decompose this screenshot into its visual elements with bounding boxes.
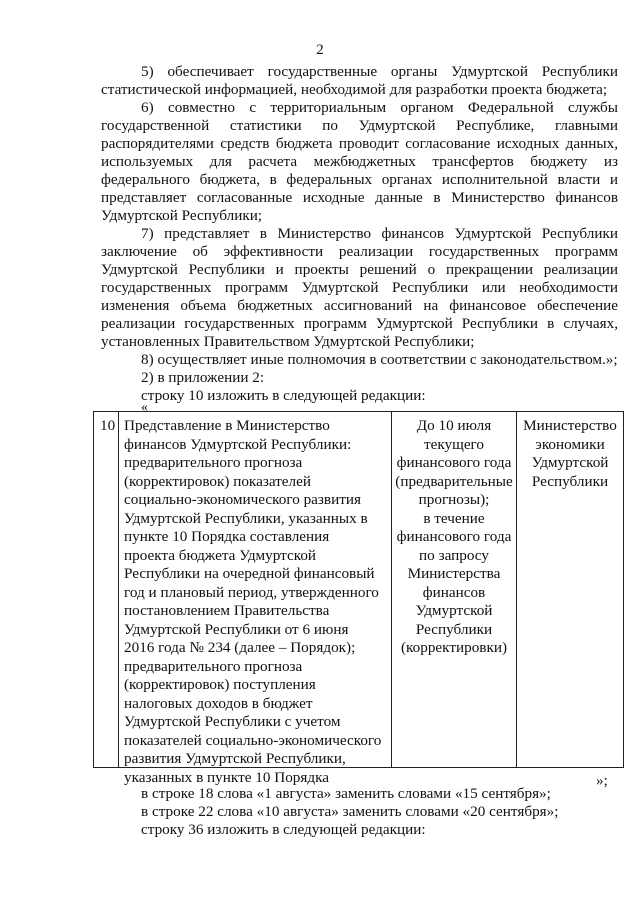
deadline-line: Республики bbox=[415, 620, 493, 638]
deadline-line: текущего bbox=[423, 435, 484, 453]
description-line: пункте 10 Порядка составления bbox=[124, 528, 330, 545]
paragraph-5-line-1: 5) обеспечивает государственные органы Удмуртской Республики bbox=[141, 63, 618, 80]
description-line: указанных в пункте 10 Порядка bbox=[124, 768, 329, 786]
paragraph-7-line-5: изменения объема бюджетных ассигнований на финансовое обеспечение bbox=[101, 297, 618, 314]
description-line: предварительного прогноза bbox=[124, 657, 303, 675]
deadline-line: (корректировки) bbox=[400, 639, 508, 656]
description-line: развития Удмуртской Республики, bbox=[124, 750, 346, 767]
deadline-line: по запросу bbox=[419, 546, 489, 564]
table-cell-description bbox=[124, 417, 381, 787]
responsible-line: Удмуртской bbox=[531, 454, 609, 471]
deadline-line: прогнозы); bbox=[418, 491, 490, 508]
responsible-line: Республики bbox=[531, 472, 609, 490]
description-line: проекта бюджета Удмуртской bbox=[124, 546, 317, 564]
description-line: Удмуртской Республики, указанных в bbox=[124, 509, 368, 527]
description-line: предварительного прогноза bbox=[124, 454, 303, 471]
description-line: (корректировок) поступления bbox=[124, 676, 316, 693]
description-line: социально-экономического развития bbox=[124, 491, 361, 508]
paragraph-6-line-1: 6) совместно с территориальным органом Федеральной службы bbox=[141, 99, 618, 116]
responsible-line: Министерство bbox=[523, 417, 617, 434]
description-line: налоговых доходов в бюджет bbox=[124, 694, 313, 712]
description-line: Удмуртской Республики от 6 июня bbox=[124, 620, 349, 638]
paragraph-row-10: строку 10 изложить в следующей редакции: bbox=[141, 387, 426, 404]
description-line: показателей социально-экономического bbox=[124, 731, 382, 749]
deadline-line: Удмуртской bbox=[415, 602, 493, 619]
paragraph-7-line-3: Удмуртской Республики и проекты решений о прекращении реализации bbox=[101, 261, 618, 278]
deadline-line: финансового года bbox=[396, 528, 512, 545]
deadline-line: финансов bbox=[422, 583, 486, 601]
paragraph-7-line-1: 7) представляет в Министерство финансов Удмуртской Республики bbox=[141, 225, 618, 242]
paragraph-6-line-3: распорядителями средств бюджета проводит согласование исходных данных, bbox=[101, 135, 618, 152]
paragraph-8: 8) осуществляет иные полномочия в соответствии с законодательством.»; bbox=[141, 351, 618, 368]
paragraph-5-line-2: статистической информацией, необходимой для разработки проекта бюджета; bbox=[101, 81, 608, 98]
paragraph-6-line-5: федерального бюджета, в федеральных органах исполнительной власти и bbox=[101, 171, 618, 188]
responsible-line: экономики bbox=[535, 435, 605, 453]
paragraph-row-36: строку 36 изложить в следующей редакции: bbox=[141, 821, 426, 838]
table-cell-number: 10 bbox=[100, 417, 116, 434]
paragraph-6-line-7: Удмуртской Республики; bbox=[101, 207, 263, 224]
paragraph-appendix-2: 2) в приложении 2: bbox=[141, 369, 265, 386]
table-divider-1 bbox=[118, 411, 119, 768]
paragraph-6-line-6: представляет согласованные исходные данные в Министерство финансов bbox=[101, 189, 618, 206]
deadline-line: До 10 июля bbox=[416, 417, 492, 434]
deadline-line: в течение bbox=[423, 509, 485, 527]
deadline-line: финансового года bbox=[396, 454, 512, 471]
paragraph-row-22: в строке 22 слова «10 августа» заменить словами «20 сентября»; bbox=[141, 803, 559, 820]
table-cell-responsible bbox=[517, 417, 623, 491]
deadline-line: (предварительные bbox=[395, 472, 513, 490]
description-line: постановлением Правительства bbox=[124, 602, 330, 619]
paragraph-7-line-6: реализации государственных программ Удмуртской Республики в случаях, bbox=[101, 315, 618, 332]
deadline-line: Министерства bbox=[407, 565, 501, 582]
description-line: финансов Удмуртской Республики: bbox=[124, 435, 352, 453]
description-line: Республики на очередной финансовый bbox=[124, 565, 375, 582]
table-cell-deadline bbox=[392, 417, 516, 658]
description-line: год и плановый период, утвержденного bbox=[124, 583, 379, 601]
open-quote: « bbox=[141, 400, 148, 415]
paragraph-row-18: в строке 18 слова «1 августа» заменить словами «15 сентября»; bbox=[141, 785, 551, 802]
paragraph-7-line-2: заключение об эффективности реализации государственных программ bbox=[101, 243, 618, 260]
close-quote: »; bbox=[596, 772, 608, 789]
paragraph-6-line-2: государственной статистики по Удмуртской Республике, главными bbox=[101, 117, 618, 134]
description-line: Удмуртской Республики с учетом bbox=[124, 713, 341, 730]
description-line: Представление в Министерство bbox=[124, 417, 330, 434]
paragraph-7-line-4: государственных программ Удмуртской Республики или необходимости bbox=[101, 279, 618, 296]
description-line: (корректировок) показателей bbox=[124, 472, 311, 490]
paragraph-7-line-7: установленных Правительством Удмуртской Республики; bbox=[101, 333, 475, 350]
description-line: 2016 года № 234 (далее – Порядок); bbox=[124, 639, 356, 656]
page-number: 2 bbox=[316, 42, 324, 58]
paragraph-6-line-4: используемых для расчета межбюджетных трансфертов бюджету из bbox=[101, 153, 618, 170]
